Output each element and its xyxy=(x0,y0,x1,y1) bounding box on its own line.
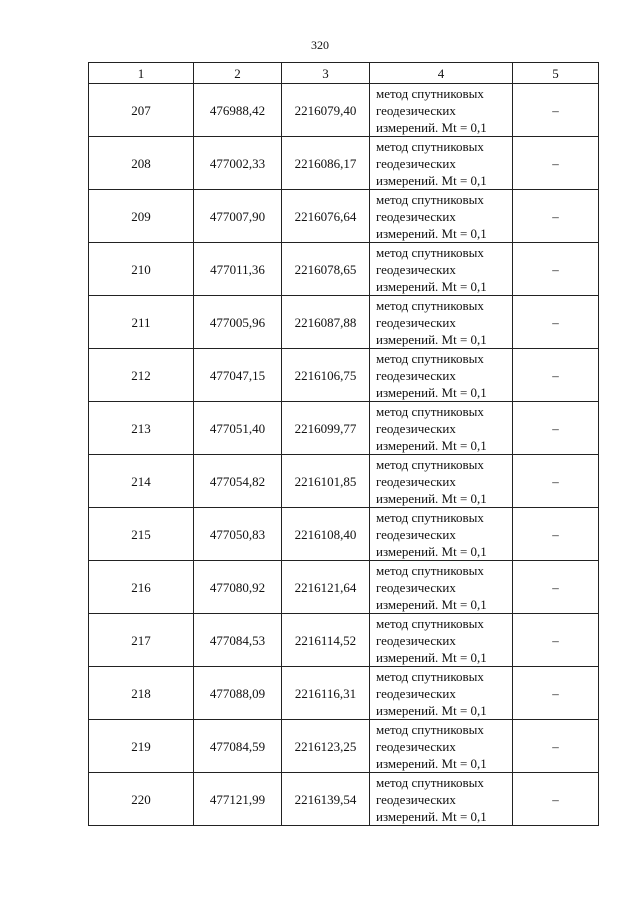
coordinate-x: 477088,09 xyxy=(194,667,282,720)
method-description xyxy=(370,508,513,561)
method-description xyxy=(370,243,513,296)
method-line-2: геодезических xyxy=(376,473,456,489)
method-description xyxy=(370,137,513,190)
column-5-value: – xyxy=(513,773,599,826)
column-5-value: – xyxy=(513,243,599,296)
column-5-value: – xyxy=(513,614,599,667)
column-header-5: 5 xyxy=(513,63,599,84)
method-description xyxy=(370,190,513,243)
method-line-3: измерений. Mt = 0,1 xyxy=(376,172,487,188)
coordinate-y: 2216079,40 xyxy=(282,84,370,137)
method-line-1: метод спутниковых xyxy=(376,615,484,631)
method-description xyxy=(370,561,513,614)
method-line-1: метод спутниковых xyxy=(376,244,484,260)
coordinate-y: 2216076,64 xyxy=(282,190,370,243)
method-line-3: измерений. Mt = 0,1 xyxy=(376,384,487,400)
method-line-2: геодезических xyxy=(376,526,456,542)
column-header-4: 4 xyxy=(370,63,513,84)
method-description xyxy=(370,773,513,826)
point-number: 218 xyxy=(89,667,194,720)
table-row xyxy=(89,720,599,773)
column-5-value: – xyxy=(513,508,599,561)
header-row xyxy=(89,63,599,84)
method-description xyxy=(370,667,513,720)
method-description xyxy=(370,402,513,455)
coordinate-x: 477051,40 xyxy=(194,402,282,455)
table-row xyxy=(89,614,599,667)
method-line-3: измерений. Mt = 0,1 xyxy=(376,331,487,347)
column-5-value: – xyxy=(513,84,599,137)
method-line-2: геодезических xyxy=(376,579,456,595)
coordinates-table xyxy=(88,62,599,826)
point-number: 212 xyxy=(89,349,194,402)
method-line-3: измерений. Mt = 0,1 xyxy=(376,755,487,771)
table-row xyxy=(89,508,599,561)
method-line-2: геодезических xyxy=(376,102,456,118)
method-description xyxy=(370,296,513,349)
column-header-3: 3 xyxy=(282,63,370,84)
point-number: 220 xyxy=(89,773,194,826)
column-5-value: – xyxy=(513,349,599,402)
coordinate-y: 2216116,31 xyxy=(282,667,370,720)
point-number: 213 xyxy=(89,402,194,455)
coordinate-y: 2216108,40 xyxy=(282,508,370,561)
column-5-value: – xyxy=(513,455,599,508)
point-number: 209 xyxy=(89,190,194,243)
method-line-1: метод спутниковых xyxy=(376,138,484,154)
coordinate-y: 2216121,64 xyxy=(282,561,370,614)
coordinate-y: 2216099,77 xyxy=(282,402,370,455)
point-number: 215 xyxy=(89,508,194,561)
column-header-1: 1 xyxy=(89,63,194,84)
method-description xyxy=(370,349,513,402)
method-line-1: метод спутниковых xyxy=(376,509,484,525)
coordinate-x: 477084,53 xyxy=(194,614,282,667)
coordinate-x: 477002,33 xyxy=(194,137,282,190)
method-line-3: измерений. Mt = 0,1 xyxy=(376,649,487,665)
table-row xyxy=(89,84,599,137)
method-line-1: метод спутниковых xyxy=(376,403,484,419)
method-description xyxy=(370,84,513,137)
table-row xyxy=(89,190,599,243)
method-line-1: метод спутниковых xyxy=(376,191,484,207)
table-row xyxy=(89,773,599,826)
column-5-value: – xyxy=(513,137,599,190)
coordinate-y: 2216114,52 xyxy=(282,614,370,667)
method-line-2: геодезических xyxy=(376,420,456,436)
coordinate-y: 2216106,75 xyxy=(282,349,370,402)
method-line-3: измерений. Mt = 0,1 xyxy=(376,596,487,612)
coordinate-x: 477050,83 xyxy=(194,508,282,561)
page-number: 320 xyxy=(311,38,329,52)
coordinate-y: 2216123,25 xyxy=(282,720,370,773)
method-line-3: измерений. Mt = 0,1 xyxy=(376,437,487,453)
method-line-3: измерений. Mt = 0,1 xyxy=(376,225,487,241)
method-description xyxy=(370,614,513,667)
method-line-2: геодезических xyxy=(376,738,456,754)
method-line-1: метод спутниковых xyxy=(376,297,484,313)
table-body xyxy=(89,84,599,826)
column-5-value: – xyxy=(513,296,599,349)
method-description xyxy=(370,720,513,773)
coordinate-x: 477054,82 xyxy=(194,455,282,508)
coordinate-x: 477007,90 xyxy=(194,190,282,243)
method-line-1: метод спутниковых xyxy=(376,721,484,737)
method-line-1: метод спутниковых xyxy=(376,774,484,790)
coordinate-x: 477047,15 xyxy=(194,349,282,402)
point-number: 214 xyxy=(89,455,194,508)
table-row xyxy=(89,667,599,720)
method-line-2: геодезических xyxy=(376,155,456,171)
method-line-2: геодезических xyxy=(376,367,456,383)
column-5-value: – xyxy=(513,720,599,773)
method-line-2: геодезических xyxy=(376,314,456,330)
coordinate-x: 477121,99 xyxy=(194,773,282,826)
coordinate-x: 477005,96 xyxy=(194,296,282,349)
method-line-3: измерений. Mt = 0,1 xyxy=(376,808,487,824)
method-line-2: геодезических xyxy=(376,791,456,807)
method-description xyxy=(370,455,513,508)
method-line-2: геодезических xyxy=(376,208,456,224)
point-number: 207 xyxy=(89,84,194,137)
coordinate-x: 477080,92 xyxy=(194,561,282,614)
table-row xyxy=(89,296,599,349)
table-row xyxy=(89,137,599,190)
method-line-2: геодезических xyxy=(376,685,456,701)
point-number: 211 xyxy=(89,296,194,349)
method-line-2: геодезических xyxy=(376,632,456,648)
coordinate-x: 477011,36 xyxy=(194,243,282,296)
method-line-1: метод спутниковых xyxy=(376,668,484,684)
column-5-value: – xyxy=(513,561,599,614)
coordinate-y: 2216139,54 xyxy=(282,773,370,826)
table-row xyxy=(89,561,599,614)
coordinate-y: 2216086,17 xyxy=(282,137,370,190)
method-line-3: измерений. Mt = 0,1 xyxy=(376,278,487,294)
column-5-value: – xyxy=(513,190,599,243)
coordinate-y: 2216087,88 xyxy=(282,296,370,349)
method-line-3: измерений. Mt = 0,1 xyxy=(376,543,487,559)
coordinate-y: 2216078,65 xyxy=(282,243,370,296)
table-row xyxy=(89,402,599,455)
coordinate-y: 2216101,85 xyxy=(282,455,370,508)
coordinate-x: 477084,59 xyxy=(194,720,282,773)
table-row xyxy=(89,349,599,402)
column-header-2: 2 xyxy=(194,63,282,84)
point-number: 219 xyxy=(89,720,194,773)
table-row xyxy=(89,455,599,508)
method-line-1: метод спутниковых xyxy=(376,562,484,578)
method-line-2: геодезических xyxy=(376,261,456,277)
method-line-1: метод спутниковых xyxy=(376,456,484,472)
point-number: 208 xyxy=(89,137,194,190)
column-5-value: – xyxy=(513,667,599,720)
point-number: 217 xyxy=(89,614,194,667)
method-line-3: измерений. Mt = 0,1 xyxy=(376,702,487,718)
method-line-3: измерений. Mt = 0,1 xyxy=(376,119,487,135)
method-line-1: метод спутниковых xyxy=(376,350,484,366)
table-row xyxy=(89,243,599,296)
column-5-value: – xyxy=(513,402,599,455)
method-line-1: метод спутниковых xyxy=(376,85,484,101)
point-number: 216 xyxy=(89,561,194,614)
coordinate-x: 476988,42 xyxy=(194,84,282,137)
point-number: 210 xyxy=(89,243,194,296)
method-line-3: измерений. Mt = 0,1 xyxy=(376,490,487,506)
